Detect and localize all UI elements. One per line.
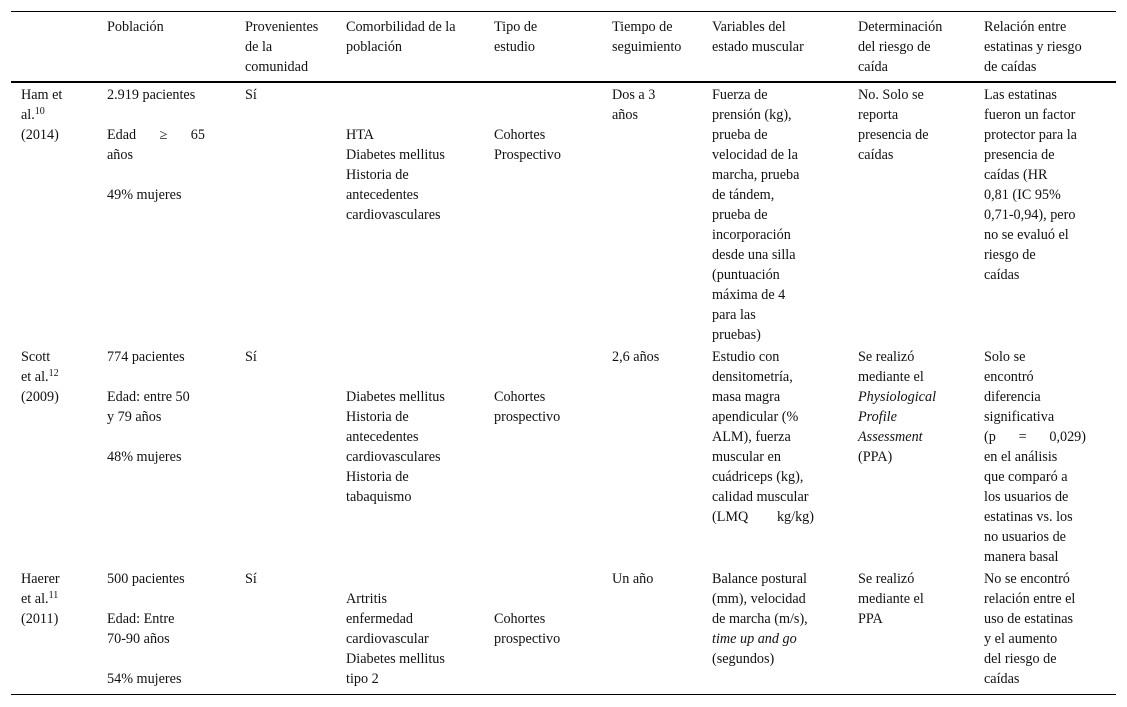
row1-edad-val: 65 [190,127,205,143]
row2-comorbilidad: Diabetes mellitus Historia de antecedentes cardiovasculares Historia de tabaquismo [346,389,445,505]
header-relacion: Relación entre estatinas y riesgo de caídas [984,19,1082,75]
row1-edad-label: Edad [107,127,137,143]
row3-tipo: Cohortes prospectivo [494,611,561,647]
row1-relacion: Las estatinas fueron un factor protector para la presencia de caídas (HR 0,81 (IC 95% 0,71-0,94), pero no se evaluó el riesgo de caídas [984,87,1077,283]
row1-seguimiento: Dos a 3 años [612,87,656,123]
table-top-rule [11,11,1116,12]
row1-comunidad: Sí [245,87,257,103]
row3-study: Haerer et al.$^{11}$ (2011) [21,571,60,627]
row1-variables: Fuerza de prensión (kg), prueba de velocidad de la marcha, prueba de tándem, prueba de incorporación desde una silla (puntuación máxima de 4 para las pruebas) [712,87,800,343]
row3-riesgo: Se realizó mediante el PPA [858,571,924,627]
row3-author: et al. [21,591,49,607]
row1-comorbilidad: HTA Diabetes mellitus Historia de antecedentes cardiovasculares [346,127,445,223]
row3-comorbilidad: Artritis enfermedad cardiovascular Diabetes mellitus tipo 2 [346,591,445,687]
row2-ref: 12 [48,368,59,379]
row3-poblacion: 500 pacientes Edad: Entre 70-90 años 54% mujeres [107,571,185,687]
row2-riesgo: Se realizó mediante el Physiological Profile Assessment (PPA) [858,349,937,465]
row2-author: et al. [21,369,49,385]
header-comorbilidad: Comorbilidad de la población [346,19,456,55]
header-seguimiento: Tiempo de seguimiento [612,19,682,55]
row2-study: Scott et al.$^{12}$ (2009) [21,349,59,405]
studies-table [11,11,1116,696]
row2-p-b: = [1018,429,1027,445]
row2-comunidad: Sí [245,349,257,365]
row3-relacion: No se encontró relación entre el uso de estatinas y el aumento del riesgo de caídas [984,571,1076,687]
row1-poblacion: 2.919 pacientes Edad ≥ 65 años 49% mujeres [107,87,205,203]
row3-ref: 11 [48,590,59,601]
header-poblacion: Población [107,19,164,35]
row2-lmq-b: kg/kg) [776,509,814,525]
row2-p-c: 0,029) [1049,429,1086,445]
row3-variables: Balance postural (mm), velocidad de marcha (m/s), time up and go (segundos) [712,571,808,667]
header-tipo: Tipo de estudio [494,19,538,55]
row3-seguimiento: Un año [612,571,654,587]
row2-poblacion: 774 pacientes Edad: entre 50 y 79 años 48% mujeres [107,349,190,465]
row2-seguimiento: 2,6 años [612,349,660,365]
row3-comunidad: Sí [245,571,257,587]
row1-author: al. [21,107,35,123]
row2-relacion: Solo se encontró diferencia significativa (p = 0,029) en el análisis que comparó a los usuarios de estatinas vs. los no usuarios de manera basal [984,349,1086,565]
row2-lmq-a: (LMQ [712,509,749,525]
row1-edad-sym: ≥ [159,127,168,143]
header-riesgo: Determinación del riesgo de caída [858,19,943,75]
row2-variables: Estudio con densitometría, masa magra apendicular (% ALM), fuerza muscular en cuádriceps (kg), calidad muscular (LMQ kg/kg) [712,349,814,525]
row1-tipo: Cohortes Prospectivo [494,127,561,163]
row1-riesgo: No. Solo se reporta presencia de caídas [858,87,929,163]
table-bottom-rule [11,694,1116,695]
header-comunidad: Provenientes de la comunidad [245,19,319,75]
header-variables: Variables del estado muscular [712,19,804,55]
row2-p-a: (p [984,429,996,445]
table-header-rule [11,81,1116,83]
row1-study: Ham et al.$^{10}$ (2014) [21,87,63,143]
row1-ref: 10 [34,106,45,117]
row2-tipo: Cohortes prospectivo [494,389,561,425]
